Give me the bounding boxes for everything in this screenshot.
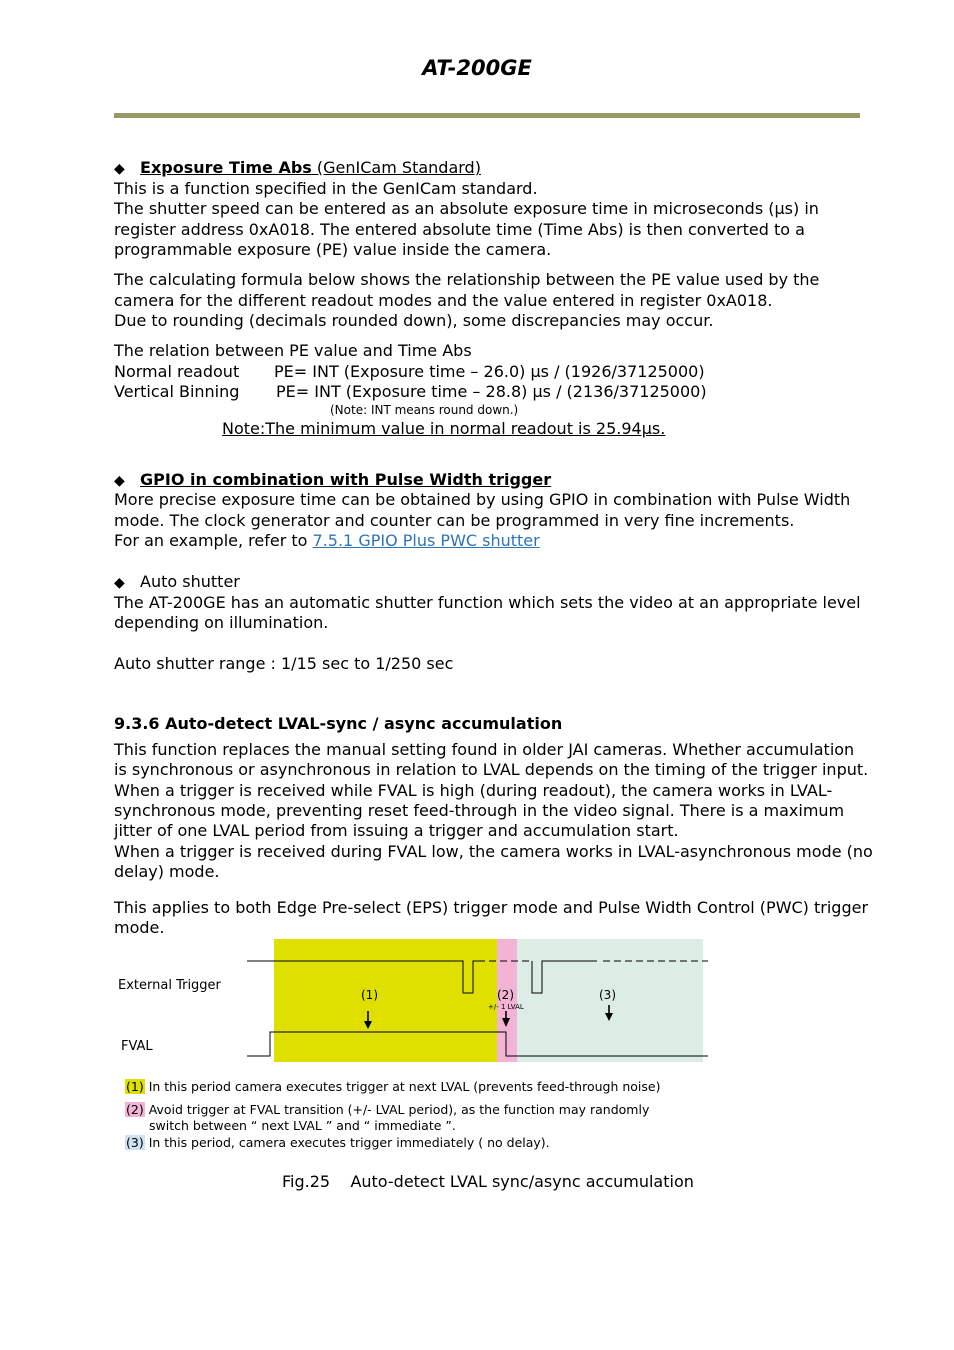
formula-intro-line-1: The calculating formula below shows the relationship between the PE value used by the bbox=[114, 270, 820, 289]
gpio-pwc-link[interactable]: 7.5.1 GPIO Plus PWC shutter bbox=[312, 531, 540, 550]
gpio-heading-text: GPIO in combination with Pulse Width trigger bbox=[140, 470, 552, 489]
section-9-3-6-heading: 9.3.6 Auto-detect LVAL-sync / async accumulation bbox=[114, 714, 563, 733]
section-line: synchronous mode, preventing reset feed-through in the video signal. There is a maximum bbox=[114, 801, 845, 820]
lval-label: +/- 1 LVAL bbox=[488, 1003, 524, 1011]
section-line: jitter of one LVAL period from issuing a trigger and accumulation start. bbox=[114, 821, 679, 840]
section-line: delay) mode. bbox=[114, 862, 220, 881]
int-note: (Note: INT means round down.) bbox=[330, 403, 519, 417]
gpio-line-1: More precise exposure time can be obtained by using GPIO in combination with Pulse Width bbox=[114, 490, 851, 509]
external-trigger-label: External Trigger bbox=[118, 978, 221, 993]
exposure-heading-bold: Exposure Time Abs bbox=[140, 158, 312, 177]
exposure-heading-rest: (GenICam Standard) bbox=[311, 158, 481, 177]
fval-label: FVAL bbox=[121, 1039, 153, 1054]
exposure-line-4: programmable exposure (PE) value inside the camera. bbox=[114, 240, 552, 259]
diamond-bullet-icon: ◆ bbox=[114, 575, 125, 591]
region-1-area bbox=[274, 939, 497, 1062]
section-line: When a trigger is received while FVAL is high (during readout), the camera works in LVAL- bbox=[114, 781, 833, 800]
note-1-text: In this period camera executes trigger at next LVAL (prevents feed-through noise) bbox=[144, 1079, 661, 1094]
note-2-continued: switch between “ next LVAL ” and “ immediate ”. bbox=[149, 1118, 456, 1133]
figure-caption bbox=[282, 1172, 694, 1191]
note-3-tag: (3) bbox=[126, 1135, 144, 1150]
note-2 bbox=[125, 1102, 649, 1118]
document-title: AT-200GE bbox=[422, 56, 532, 80]
note-2-text: Avoid trigger at FVAL transition (+/- LVAL period), as the function may randomly bbox=[144, 1102, 650, 1117]
section-line: This function replaces the manual setting found in older JAI cameras. Whether accumulation bbox=[114, 740, 855, 759]
applies-line-1: This applies to both Edge Pre-select (EPS) trigger mode and Pulse Width Control (PWC) trigger bbox=[114, 898, 869, 917]
note-3-text: In this period, camera executes trigger immediately ( no delay). bbox=[144, 1135, 550, 1150]
vertical-binning-formula: PE= INT (Exposure time – 28.8) µs / (2136/37125000) bbox=[276, 382, 707, 401]
diamond-bullet-icon: ◆ bbox=[114, 473, 125, 489]
formula-intro-line-2: camera for the different readout modes and the value entered in register 0xA018. bbox=[114, 291, 773, 310]
note-1 bbox=[125, 1079, 660, 1095]
region-2-label: (2) bbox=[497, 988, 514, 1002]
diamond-bullet-icon: ◆ bbox=[114, 161, 125, 177]
normal-readout-label: Normal readout bbox=[114, 362, 240, 381]
auto-shutter-line-1: The AT-200GE has an automatic shutter function which sets the video at an appropriate level bbox=[114, 593, 861, 612]
relation-title: The relation between PE value and Time Abs bbox=[114, 341, 472, 360]
auto-shutter-line-2: depending on illumination. bbox=[114, 613, 329, 632]
note-3 bbox=[125, 1135, 550, 1151]
note-1-tag: (1) bbox=[126, 1079, 144, 1094]
note-2-tag: (2) bbox=[126, 1102, 144, 1117]
gpio-line-2: mode. The clock generator and counter can be programmed in very fine increments. bbox=[114, 511, 795, 530]
normal-readout-formula: PE= INT (Exposure time – 26.0) µs / (1926/37125000) bbox=[274, 362, 705, 381]
exposure-line-1: This is a function specified in the GenICam standard. bbox=[114, 179, 538, 198]
section-line: is synchronous or asynchronous in relation to LVAL depends on the timing of the trigger input. bbox=[114, 760, 869, 779]
region-1-label: (1) bbox=[361, 988, 378, 1002]
vertical-binning-label: Vertical Binning bbox=[114, 382, 240, 401]
auto-shutter-heading-text: Auto shutter bbox=[140, 572, 240, 591]
minimum-value-note: Note:The minimum value in normal readout is 25.94µs. bbox=[222, 419, 666, 438]
applies-line-2: mode. bbox=[114, 918, 165, 937]
figure-title: Auto-detect LVAL sync/async accumulation bbox=[350, 1172, 694, 1191]
formula-intro-line-3: Due to rounding (decimals rounded down), some discrepancies may occur. bbox=[114, 311, 714, 330]
exposure-line-3: register address 0xA018. The entered absolute time (Time Abs) is then converted to a bbox=[114, 220, 805, 239]
auto-shutter-range: Auto shutter range : 1/15 sec to 1/250 sec bbox=[114, 654, 454, 673]
exposure-line-2: The shutter speed can be entered as an absolute exposure time in microseconds (µs) in bbox=[114, 199, 819, 218]
figure-number: Fig.25 bbox=[282, 1172, 331, 1191]
region-3-label: (3) bbox=[599, 988, 616, 1002]
section-line: When a trigger is received during FVAL low, the camera works in LVAL-asynchronous mode (no bbox=[114, 842, 873, 861]
gpio-line-3-prefix: For an example, refer to bbox=[114, 531, 313, 550]
